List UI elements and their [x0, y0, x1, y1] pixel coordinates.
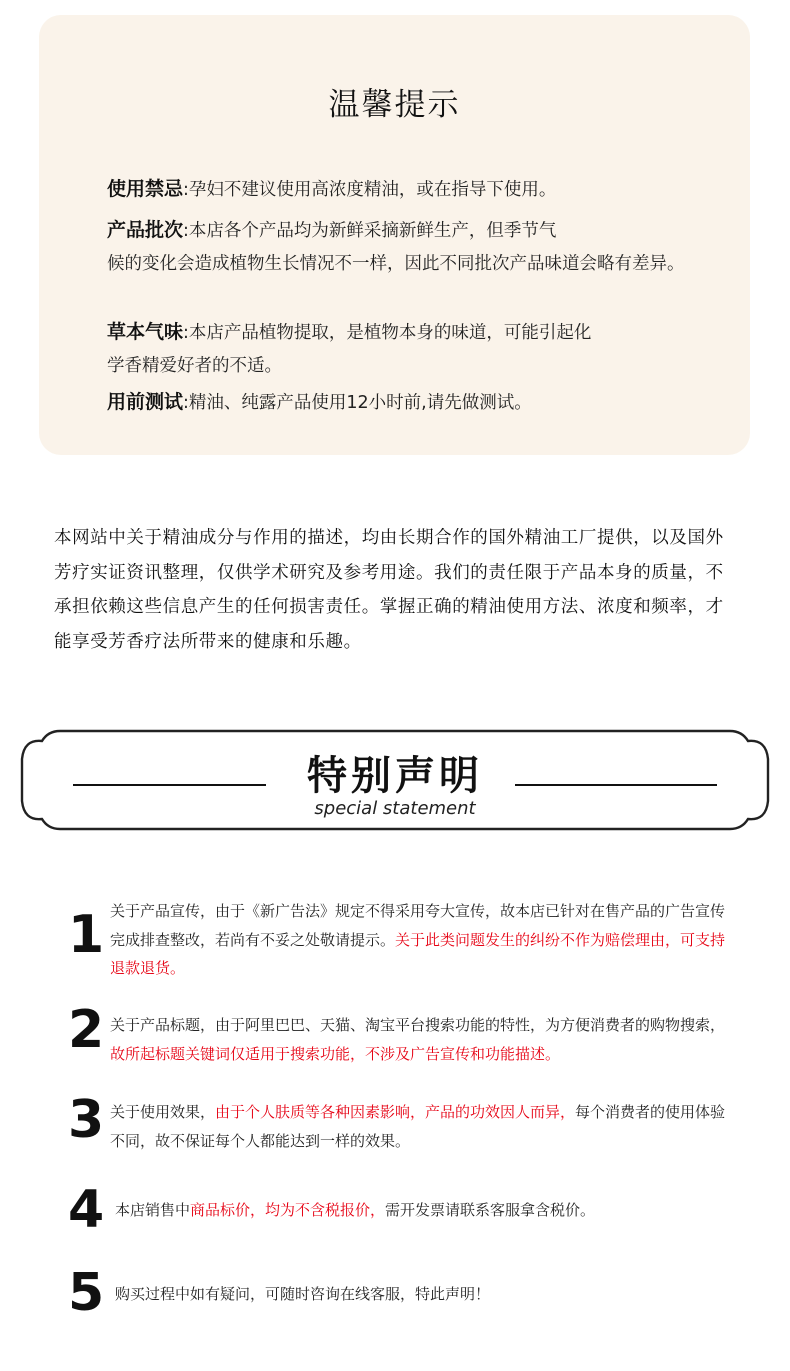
tip-label: 用前测试 [107, 391, 184, 413]
statement-title: 特别声明 [307, 753, 483, 799]
statement-item-1 [110, 897, 735, 983]
statement-text: 关于使用效果， [110, 1103, 216, 1121]
tip-label: 使用禁忌 [107, 178, 184, 200]
tip-text-rest: 学香精爱好者的不适。 [107, 356, 282, 376]
statement-number: 3 [68, 1090, 105, 1150]
statement-item-4 [115, 1196, 740, 1225]
statement-item-2 [110, 1011, 735, 1068]
tip-label: 草本气味 [107, 321, 184, 343]
tip-text: :本店产品植物提取，是植物本身的味道，可能引起化 [183, 323, 592, 343]
tip-pre-use-test [107, 386, 687, 420]
tip-text: :本店各个产品均为新鲜采摘新鲜生产，但季节气 [183, 221, 557, 241]
statement-text: 购买过程中如有疑问，可随时咨询在线客服，特此声明！ [115, 1285, 491, 1303]
tip-text: :孕妇不建议使用高浓度精油，或在指导下使用。 [183, 180, 557, 200]
statement-text-after: 需开发票请联系客服拿含税价。 [385, 1201, 596, 1219]
tip-product-batch [107, 214, 687, 281]
statement-highlight: 关于此类问题发生的纠纷不作为赔偿理由，可支持退款退货。 [110, 930, 726, 977]
statement-subtitle: special statement [314, 798, 476, 819]
statement-highlight: 故所起标题关键词仅适用于搜索功能，不涉及广告宣传和功能描述。 [110, 1044, 561, 1063]
statement-text: 关于产品宣传，由于《新广告法》规定不得采用夸大宣传，故本店已针对在售产品的广告宣传完成排查整改，若尚有不妥之处敬请提示。 [110, 902, 726, 949]
statement-number: 2 [68, 1000, 105, 1060]
statement-number: 1 [68, 905, 105, 965]
tip-herbal-smell [107, 316, 687, 383]
tip-text-rest: 候的变化会造成植物生长情况不一样，因此不同批次产品味道会略有差异。 [107, 254, 685, 274]
statement-item-3 [110, 1098, 735, 1155]
statement-number: 4 [68, 1180, 105, 1240]
tip-text: :精油、纯露产品使用12小时前,请先做测试。 [183, 393, 532, 413]
tips-card [39, 15, 750, 455]
statement-highlight: 由于个人肤质等各种因素影响，产品的功效因人而异， [215, 1103, 576, 1121]
statement-text: 关于产品标题，由于阿里巴巴、天猫、淘宝平台搜索功能的特性，为方便消费者的购物搜索， [110, 1016, 726, 1034]
statement-number: 5 [68, 1263, 105, 1323]
statement-text-after: 每个消费者的使用体验不同，故不保证每个人都能达到一样的效果。 [110, 1103, 726, 1150]
tip-label: 产品批次 [107, 219, 184, 241]
statement-highlight: 商品标价，均为不含税报价， [190, 1201, 386, 1219]
disclaimer-paragraph: 本网站中关于精油成分与作用的描述，均由长期合作的国外精油工厂提供，以及国外芳疗实证资讯整理，仅供学术研究及参考用途。我们的责任限于产品本身的质量，不承担依赖这些信息产生的任何损害责任。掌握正确的精油使用方法、浓度和频率，才能享受芳香疗法所带来的健康和乐趣。 [54, 528, 724, 652]
tip-usage-taboo [107, 173, 687, 207]
statement-item-5 [115, 1280, 740, 1309]
tips-title: 温馨提示 [328, 87, 461, 123]
statement-text: 本店销售中 [115, 1201, 191, 1219]
